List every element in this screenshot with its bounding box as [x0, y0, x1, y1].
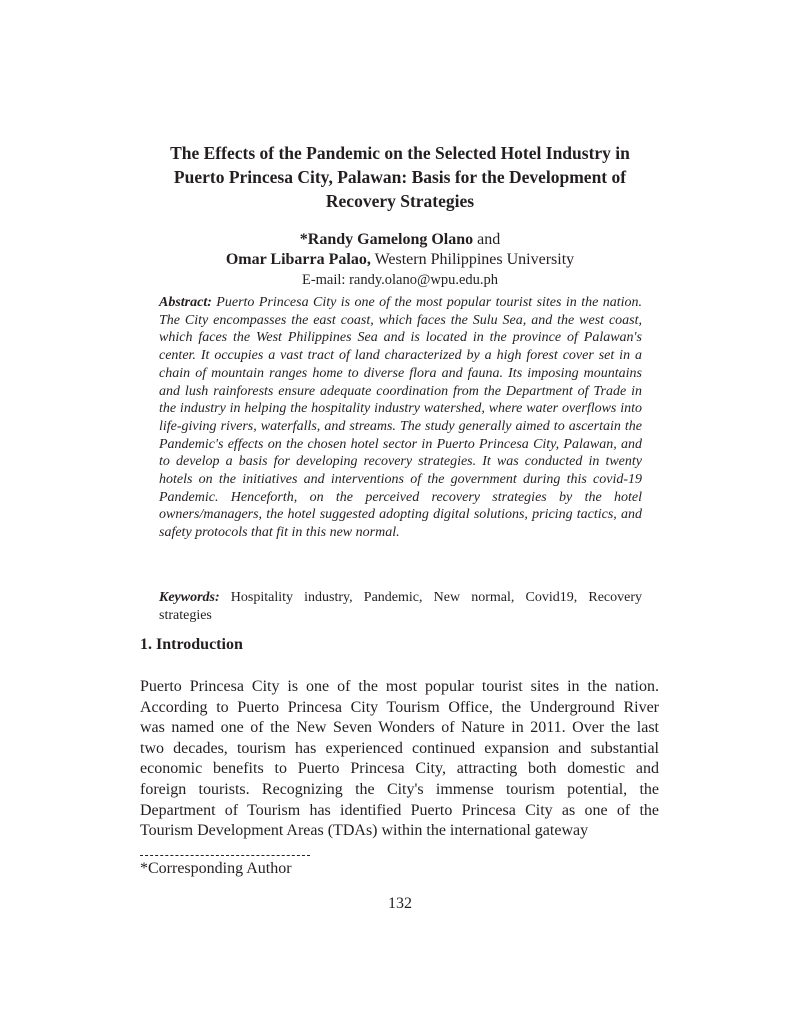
title-line: The Effects of the Pandemic on the Selected Hotel Industry in	[170, 143, 630, 163]
keywords-label: Keywords:	[159, 590, 220, 605]
section-heading: 1. Introduction	[140, 636, 243, 653]
abstract-text: Puerto Princesa City is one of the most popular tourist sites in the nation. The City encompasses the east coast, which faces the Sulu Sea, and the west coast, which faces the West Philippines Sea and is located in the province of Palawan's center. It occupies a vast tract of land characterized by a high forest cover set in a chain of mountain ranges home to diverse flora and fauna. Its imposing mountains and lush rainforests ensure adequate coordination from the Department of Trade in the industry in helping the hospitality industry watershed, where water overflows into life-giving rivers, waterfalls, and streams. The study generally aimed to ascertain the Pandemic's effects on the chosen hotel sector in Puerto Princesa City, Palawan, and to develop a basis for developing recovery strategies. It was conducted in twenty hotels on the initiatives and interventions of the government during this covid-19 Pandemic. Henceforth, on the perceived recovery strategies by the hotel owners/managers, the hotel suggested adopting digital solutions, pricing tactics, and safety protocols that fit in this new normal.	[159, 295, 642, 541]
paragraph-line: foreign tourists. Recognizing the City's immense tourism potential, the	[140, 780, 659, 798]
author-connector: and	[473, 231, 501, 248]
footnote-divider	[140, 855, 310, 856]
author-email: E-mail: randy.olano@wpu.edu.ph	[301, 272, 499, 288]
title-line: Recovery Strategies	[325, 191, 475, 211]
paragraph-line: economic benefits to Puerto Princesa City, attracting both domestic and	[140, 760, 659, 778]
title-line: Puerto Princesa City, Palawan: Basis for the Development of	[173, 167, 627, 187]
page-number: 132	[388, 895, 412, 912]
author-name-1: *Randy Gamelong Olano	[299, 231, 474, 248]
author-name-2: Omar Libarra Palao,	[225, 251, 371, 268]
keywords-text: Hospitality industry, Pandemic, New normal, Covid19, Recovery strategies	[159, 590, 642, 623]
paragraph-line: Puerto Princesa City is one of the most popular tourist sites in the nation.	[140, 678, 659, 695]
paragraph-line: was named one of the New Seven Wonders of Nature in 2011. Over the last	[140, 719, 659, 737]
author-line-1	[140, 230, 660, 250]
paper-title	[140, 141, 660, 213]
keywords	[159, 589, 642, 625]
abstract-label: Abstract:	[159, 295, 212, 310]
paragraph-line: Tourism Development Areas (TDAs) within the international gateway	[140, 822, 589, 840]
abstract	[159, 294, 642, 542]
author-block	[140, 230, 660, 290]
paragraph-line: Department of Tourism has identified Puerto Princesa City as one of the	[140, 801, 659, 819]
footnote: *Corresponding Author	[140, 860, 292, 877]
introduction-paragraph	[140, 677, 659, 842]
author-line-2	[140, 250, 660, 270]
paragraph-line: According to Puerto Princesa City Tourism Office, the Underground River	[140, 698, 659, 716]
author-affiliation: Western Philippines University	[370, 251, 575, 268]
paragraph-line: two decades, tourism has experienced continued expansion and substantial	[140, 739, 659, 757]
